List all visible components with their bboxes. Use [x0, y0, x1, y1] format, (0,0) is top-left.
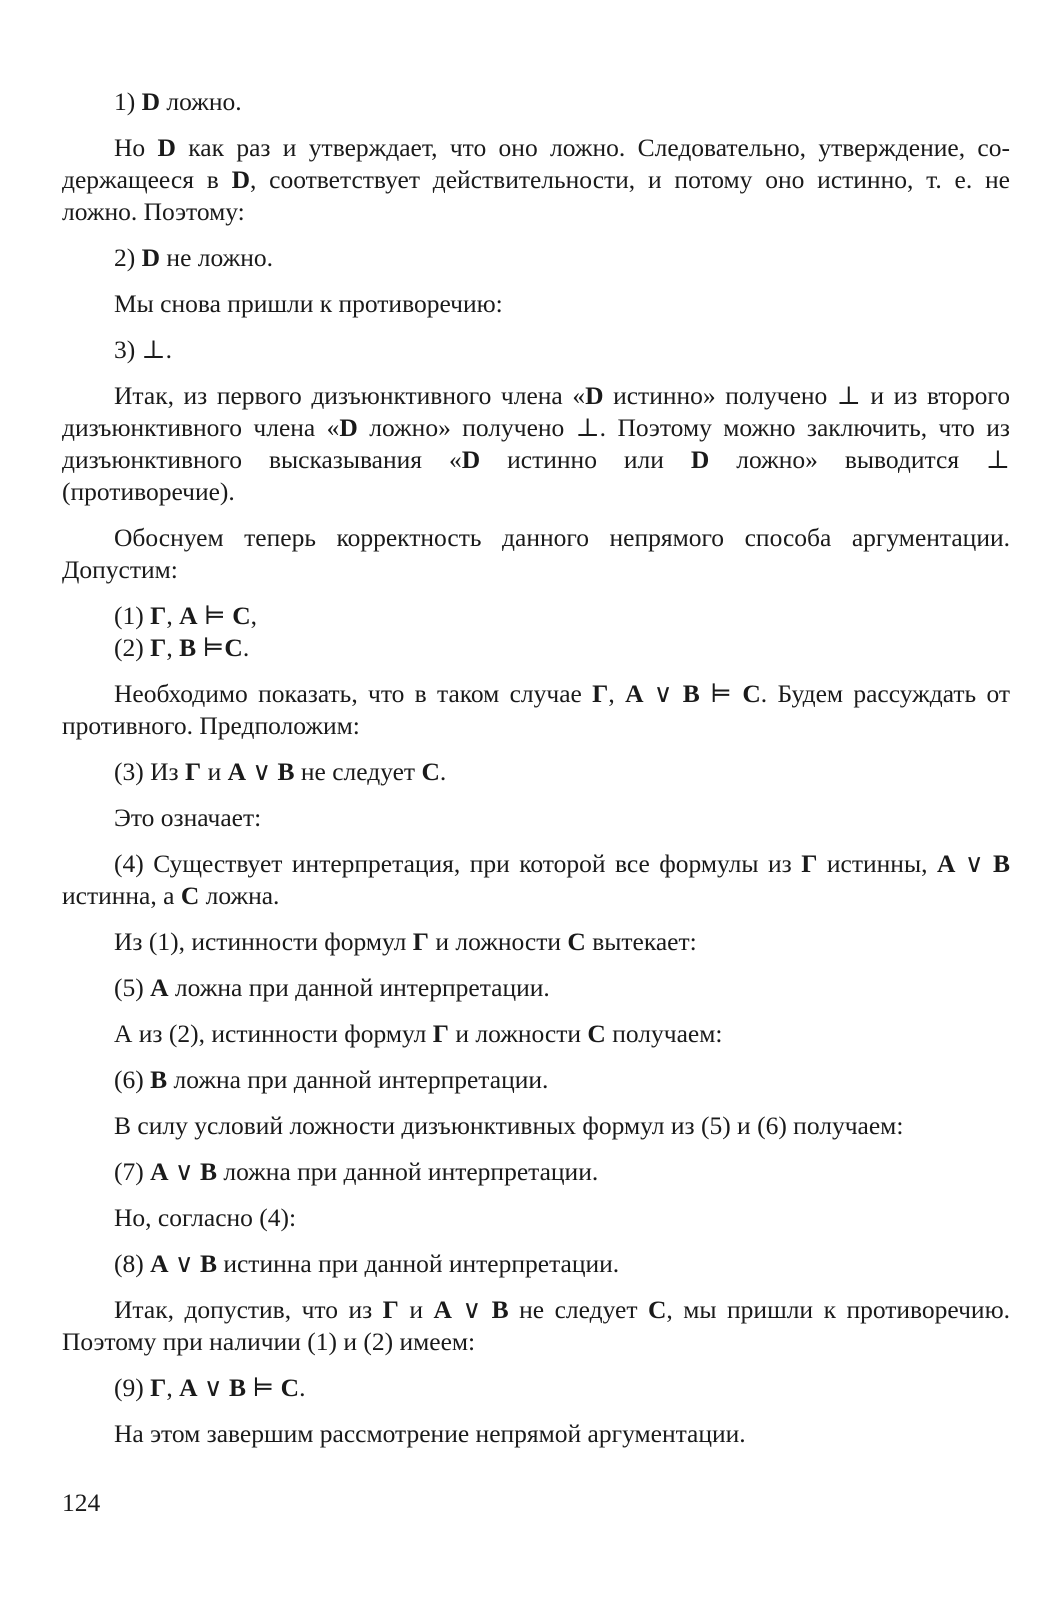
bold-symbol: A [150, 1157, 169, 1186]
bold-symbol: A [936, 849, 956, 878]
text-run: и [201, 757, 228, 786]
text-run: ложно» получено ⊥. Поэтому можно заключить, что из дизъюнктивного высказывания « [62, 413, 1011, 474]
bold-symbol: C [280, 1373, 300, 1402]
text-run: Итак, допустив, что из [114, 1295, 383, 1324]
bold-symbol: D [461, 445, 481, 474]
formula-line [62, 242, 1010, 274]
text-run: На этом завершим рассмотрение непрямой аргументации. [114, 1419, 746, 1448]
bold-symbol: A [150, 1249, 169, 1278]
formula-line [62, 1110, 1010, 1142]
text-run: , [166, 1373, 180, 1402]
text-run: . [439, 757, 447, 786]
text-run: ложна при данной интерпретации. [168, 973, 550, 1002]
bold-symbol: B [491, 1295, 509, 1324]
bold-symbol: B [150, 1065, 168, 1094]
text-run: и ложности [429, 927, 568, 956]
text-run: (1) [114, 601, 151, 630]
text-run: (3) Из [114, 757, 185, 786]
bold-symbol: Г [592, 679, 609, 708]
text-run: Это означает: [114, 803, 262, 832]
text-run: не следует [508, 1295, 648, 1324]
text-run: и [398, 1295, 434, 1324]
formula-line [62, 334, 1010, 366]
text-run: , соответствует действительности, и потому оно истинно, т. е. не ложно. Поэтому: [62, 165, 1010, 226]
bold-symbol: D [690, 445, 710, 474]
text-run: А из (2), истинности формул [114, 1019, 433, 1048]
paragraph [62, 1294, 1010, 1358]
text-run: не следует [294, 757, 422, 786]
text-run: , [166, 601, 180, 630]
text-run: ложно» выводится ⊥ (противоречие). [62, 445, 1010, 506]
text-run: Необходимо показать, что в таком случае [114, 679, 593, 708]
page-number: 124 [62, 1488, 101, 1517]
formula-line [62, 600, 1010, 632]
text-run: ложна при данной интерпретации. [167, 1065, 549, 1094]
bold-symbol: A [179, 601, 198, 630]
text-run: ложна при данной интерпретации. [216, 1157, 599, 1186]
text-run: , мы пришли к противоречию. Поэтому при наличии (1) и (2) имеем: [62, 1295, 1010, 1356]
formula-line [62, 1248, 1010, 1280]
bold-symbol: Г [801, 849, 818, 878]
bold-symbol: B [682, 679, 700, 708]
formula-line [62, 1418, 1010, 1450]
text-run: ∨ [643, 679, 683, 708]
text-run: (6) [114, 1065, 151, 1094]
bold-symbol: D [585, 381, 604, 410]
bold-symbol: C [587, 1019, 606, 1048]
text-run: ∨ [197, 1373, 229, 1402]
text-run: ∨ [955, 849, 993, 878]
bold-symbol: A [179, 1373, 198, 1402]
paragraph [62, 132, 1010, 228]
bold-symbol: B [277, 757, 295, 786]
text-run: Обоснуем теперь корректность данного непрямого способа аргументации. Допустим: [62, 523, 1010, 584]
bold-symbol: Г [150, 633, 167, 662]
formula-line [62, 1018, 1010, 1050]
bold-symbol: A [227, 757, 247, 786]
formula-line [62, 756, 1010, 788]
bold-symbol: Г [432, 1019, 450, 1048]
bold-symbol: D [157, 133, 176, 162]
text-run: и ложности [449, 1019, 588, 1048]
text-run: ∨ [451, 1295, 492, 1324]
bold-symbol: C [232, 601, 251, 630]
bold-symbol: B [199, 1157, 217, 1186]
text-run: Из (1), истинности формул [114, 927, 413, 956]
text-run: 2) [114, 243, 142, 272]
text-run: 1) [114, 87, 142, 116]
bold-symbol: C [224, 633, 243, 662]
bold-symbol: C [567, 927, 586, 956]
formula-line [62, 1202, 1010, 1234]
text-run: ложно. [160, 87, 242, 116]
text-run: ∨ [246, 757, 278, 786]
text-run: как раз и утверждает, что оно ложно. Следовательно, утверждение, содержащееся в [62, 133, 1010, 194]
bold-symbol: Г [412, 927, 430, 956]
text-run: , [250, 601, 257, 630]
text-run: Но, согласно (4): [114, 1203, 297, 1232]
text-run: истинна при данной интерпретации. [216, 1249, 620, 1278]
text-run: не ложно. [160, 243, 273, 272]
text-run: ложна. [199, 881, 280, 910]
text-run: (2) [114, 633, 151, 662]
bold-symbol: D [141, 243, 161, 272]
text-run: (5) [114, 973, 151, 1002]
formula-line [62, 86, 1010, 118]
bold-symbol: D [231, 165, 250, 194]
text-run: Итак, из первого дизъюнктивного члена « [114, 381, 586, 410]
text-run: вытекает: [585, 927, 697, 956]
text-run: истинно или [480, 445, 691, 474]
text-run: (9) [114, 1373, 151, 1402]
paragraph [62, 380, 1010, 508]
bold-symbol: Г [150, 601, 167, 630]
text-run: . Будем рассуждать от противного. Предположим: [62, 679, 1010, 740]
text-run: , [166, 633, 180, 662]
text-run: ∨ [168, 1157, 200, 1186]
text-run: ∨ [168, 1249, 200, 1278]
formula-line [62, 802, 1010, 834]
text-run: ⊨ [197, 601, 233, 630]
page-text [62, 86, 1010, 1450]
formula-line [62, 288, 1010, 320]
formula-line [62, 926, 1010, 958]
text-run: . [299, 1373, 306, 1402]
bold-symbol: Г [382, 1295, 399, 1324]
text-run: (4) Существует интерпретация, при которой все формулы из [114, 849, 802, 878]
bold-symbol: D [141, 87, 161, 116]
formula-line [62, 1372, 1010, 1404]
formula-line [62, 1156, 1010, 1188]
bold-symbol: Г [184, 757, 202, 786]
bold-symbol: B [228, 1373, 246, 1402]
text-run: (7) [114, 1157, 151, 1186]
text-run: ⊨ [196, 633, 225, 662]
bold-symbol: B [179, 633, 197, 662]
bold-symbol: A [150, 973, 169, 1002]
bold-symbol: C [421, 757, 440, 786]
formula-line [62, 632, 1010, 664]
bold-symbol: B [993, 849, 1011, 878]
text-run: ⊨ [245, 1373, 281, 1402]
bold-symbol: C [647, 1295, 667, 1324]
text-run: ⊨ [699, 679, 743, 708]
paragraph [62, 678, 1010, 742]
text-run: . [242, 633, 250, 662]
text-run: истинна, а [62, 881, 181, 910]
bold-symbol: D [339, 413, 358, 442]
text-run: истинно» получено ⊥ и из второго дизъюнктивного члена « [62, 381, 1011, 442]
text-run: Мы снова пришли к противоречию: [114, 289, 503, 318]
bold-symbol: C [180, 881, 200, 910]
formula-line [62, 1064, 1010, 1096]
text-run: 3) ⊥. [114, 335, 172, 364]
bold-symbol: Г [150, 1373, 167, 1402]
text-run: В силу условий ложности дизъюнктивных формул из (5) и (6) получаем: [114, 1111, 904, 1140]
text-run: (8) [114, 1249, 151, 1278]
text-run: , [608, 679, 626, 708]
bold-symbol: A [625, 679, 644, 708]
paragraph [62, 848, 1010, 912]
bold-symbol: A [433, 1295, 452, 1324]
bold-symbol: C [742, 679, 761, 708]
text-run: Но [114, 133, 158, 162]
paragraph [62, 522, 1010, 586]
text-run: получаем: [605, 1019, 723, 1048]
text-run: истинны, [817, 849, 937, 878]
bold-symbol: B [199, 1249, 217, 1278]
formula-line [62, 972, 1010, 1004]
